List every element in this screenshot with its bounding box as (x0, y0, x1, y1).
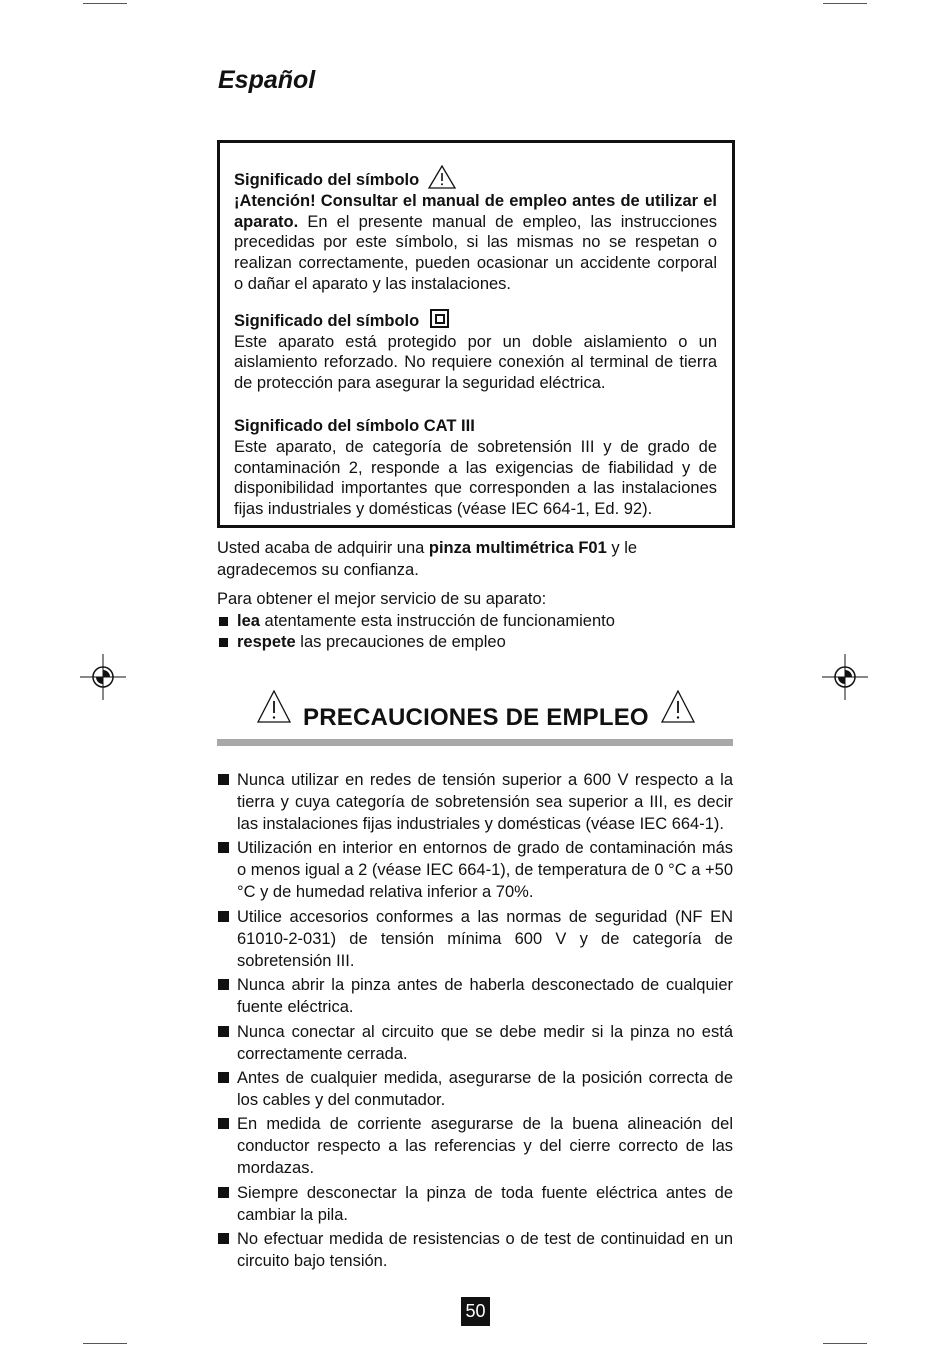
list-item: Utilice accesorios conformes a las normas de seguridad (NF EN 61010-2-031) de tensión mínima 600 V y de categoría de sobretensión III. (217, 906, 733, 972)
symbol-section-cat-iii (234, 416, 717, 520)
symbol-section-warning (234, 165, 717, 295)
precautions-title: PRECAUCIONES DE EMPLEO (303, 704, 649, 731)
warning-triangle-icon (661, 690, 695, 724)
registration-mark-icon (80, 654, 126, 700)
list-item: Nunca utilizar en redes de tensión superior a 600 V respecto a la tierra y cuya categoría de sobretensión sea superior a III, es decir las instalaciones fijas industriales y domésticas (véase IEC 664-1). (217, 769, 733, 835)
crop-mark (823, 1343, 867, 1344)
intro-lead: Para obtener el mejor servicio de su aparato: (217, 590, 547, 608)
section-text: Este aparato está protegido por un doble aislamiento o un aislamiento reforzado. No requiere conexión al terminal de tierra de protección para asegurar la seguridad eléctrica. (234, 332, 717, 393)
page-number: 50 (461, 1297, 490, 1326)
intro-paragraph (217, 538, 733, 581)
bullet-bold: lea (237, 611, 260, 630)
double-insulation-icon (430, 309, 449, 328)
product-name: pinza multimétrica F01 (428, 539, 607, 557)
symbols-box (217, 140, 735, 528)
precautions-heading (217, 690, 733, 730)
section-heading: Significado del símbolo (234, 311, 420, 330)
intro-text: Usted acaba de adquirir una (217, 539, 429, 557)
bullet-text: atentamente esta instrucción de funcionamiento (259, 611, 615, 630)
section-text: En el presente manual de empleo, las instrucciones precedidas por este símbolo, si las mismas no se respetan o realizan correctamente, pueden ocasionar un accidente corporal o dañar el aparato y las instalaciones. (234, 212, 717, 293)
section-text: Este aparato, de categoría de sobretensión III y de grado de contaminación 2, responde a las exigencias de fiabilidad y de disponibilidad importantes que corresponden a las instalaciones fijas industriales y domésticas (véase IEC 664-1, Ed. 92). (234, 437, 717, 519)
list-item: Utilización en interior en entornos de grado de contaminación más o menos igual a 2 (véase IEC 664-1), de temperatura de 0 °C a +50 °C y de humedad relativa inferior a 70%. (217, 837, 733, 903)
warning-triangle-icon (428, 165, 456, 189)
bullet-text: las precauciones de empleo (295, 633, 506, 651)
list-item: No efectuar medida de resistencias o de test de continuidad en un circuito bajo tensión. (217, 1228, 733, 1272)
section-heading: Significado del símbolo CAT III (234, 416, 475, 435)
list-item: Antes de cualquier medida, asegurarse de la posición correcta de los cables y del conmutador. (217, 1067, 733, 1111)
registration-mark-icon (822, 654, 868, 700)
list-item: Nunca abrir la pinza antes de haberla desconectado de cualquier fuente eléctrica. (217, 974, 733, 1018)
bullet-bold: respete (237, 633, 296, 651)
intro-text: y le agradecemos su confianza. (217, 539, 638, 579)
crop-mark (83, 1343, 127, 1344)
heading-rule (217, 739, 733, 746)
list-item (217, 611, 733, 633)
warning-triangle-icon (257, 690, 291, 724)
language-title: Español (218, 66, 316, 94)
list-item: Nunca conectar al circuito que se debe medir si la pinza no está correctamente cerrada. (217, 1021, 733, 1065)
section-heading: Significado del símbolo (234, 171, 420, 189)
attention-text: ¡Atención! Consultar el manual de empleo antes de utilizar el aparato. (234, 191, 717, 231)
symbol-section-double-insulation (234, 309, 717, 394)
crop-mark (823, 3, 867, 4)
crop-mark (83, 3, 127, 4)
list-item (217, 632, 733, 654)
precautions-list (217, 769, 733, 1275)
intro-section (217, 538, 733, 654)
list-item: Siempre desconectar la pinza de toda fuente eléctrica antes de cambiar la pila. (217, 1182, 733, 1226)
list-item: En medida de corriente asegurarse de la buena alineación del conductor respecto a las referencias y del cierre correcto de las mordazas. (217, 1113, 733, 1179)
